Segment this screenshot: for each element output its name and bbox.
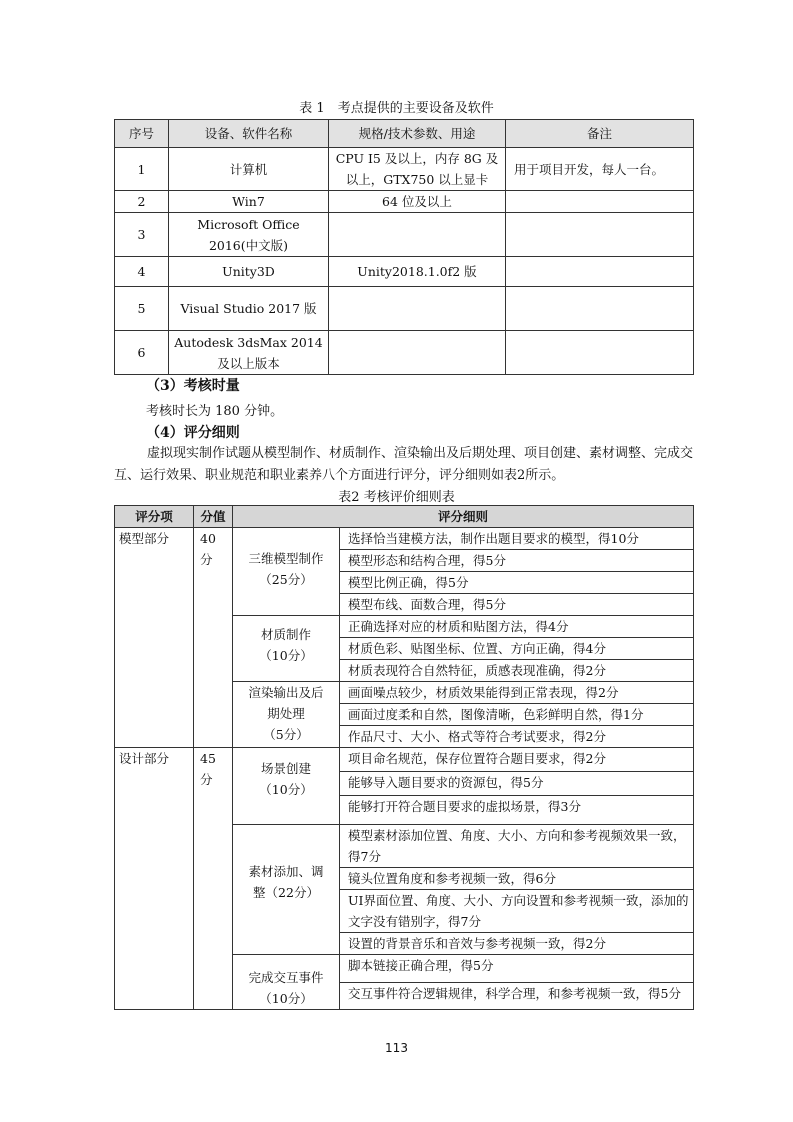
sub-item-name: 完成交互事件 <box>248 970 324 985</box>
item-note <box>506 191 694 213</box>
table-row <box>115 748 694 772</box>
header-cell: 序号 <box>115 120 169 148</box>
item-note <box>506 331 694 375</box>
table-row <box>115 528 694 550</box>
item-note <box>506 287 694 331</box>
score-item: 设计部分 <box>115 748 194 1010</box>
header-cell: 分值 <box>194 506 233 528</box>
table-header-row <box>115 506 694 528</box>
table-row <box>115 257 694 287</box>
criterion: 材质色彩、贴图坐标、位置、方向正确，得4分 <box>340 638 694 660</box>
header-cell: 备注 <box>506 120 694 148</box>
section-paragraph: 虚拟现实制作试题从模型制作、材质制作、渲染输出及后期处理、项目创建、素材调整、完成交互、运行效果、职业规范和职业素养八个方面进行评分，评分细则如表2所示。 <box>114 446 694 483</box>
page-number: 113 <box>385 1041 408 1055</box>
criterion: 交互事件符合逻辑规律，科学合理，和参考视频一致，得5分 <box>340 982 694 1010</box>
sub-item-name: 三维模型制作 <box>248 551 324 566</box>
criterion: 脚本链接正确合理，得5分 <box>340 955 694 983</box>
table-row <box>115 191 694 213</box>
table-row <box>115 213 694 257</box>
item-spec <box>329 213 506 257</box>
row-number: 4 <box>115 257 169 287</box>
criterion: 能够导入题目要求的资源包，得5分 <box>340 772 694 796</box>
section-heading: （4）评分细则 <box>146 425 240 441</box>
table-row <box>115 331 694 375</box>
item-name: Autodesk 3dsMax 2014 及以上版本 <box>169 331 329 375</box>
row-number: 5 <box>115 287 169 331</box>
item-spec: 64 位及以上 <box>329 191 506 213</box>
item-spec <box>329 331 506 375</box>
criterion: 画面噪点较少，材质效果能得到正常表现，得2分 <box>340 682 694 704</box>
sub-item <box>233 528 340 616</box>
item-note <box>506 213 694 257</box>
table-header-row <box>115 120 694 148</box>
criterion: 材质表现符合自然特征，质感表现准确，得2分 <box>340 660 694 682</box>
row-number: 3 <box>115 213 169 257</box>
sub-item-name: 素材添加、调整（22分） <box>248 864 324 900</box>
sub-item-points: （10分） <box>259 991 313 1006</box>
row-number: 1 <box>115 148 169 191</box>
item-name: Visual Studio 2017 版 <box>169 287 329 331</box>
criterion: 能够打开符合题目要求的虚拟场景，得3分 <box>340 796 694 825</box>
item-note <box>506 257 694 287</box>
table2-caption: 表2 考核评价细则表 <box>338 490 455 505</box>
sub-item-name: 渲染输出及后期处理 <box>248 685 324 721</box>
score-item: 模型部分 <box>115 528 194 748</box>
sub-item-points: （5分） <box>263 727 309 742</box>
criterion: 选择恰当建模方法，制作出题目要求的模型，得10分 <box>340 528 694 550</box>
equipment-table <box>114 119 694 375</box>
table-row <box>115 287 694 331</box>
sub-item-name: 材质制作 <box>260 627 311 642</box>
sub-item-points: （10分） <box>259 782 313 797</box>
criterion: 正确选择对应的材质和贴图方法，得4分 <box>340 616 694 638</box>
sub-item <box>233 616 340 682</box>
criterion: 模型布线、面数合理，得5分 <box>340 594 694 616</box>
criterion: 画面过度柔和自然，图像清晰，色彩鲜明自然，得1分 <box>340 704 694 726</box>
section-heading: （3）考核时量 <box>146 378 240 394</box>
sub-item <box>233 955 340 1010</box>
criterion: 模型比例正确，得5分 <box>340 572 694 594</box>
table-row <box>115 148 694 191</box>
sub-item-points: （10分） <box>259 648 313 663</box>
table1-caption: 表 1 考点提供的主要设备及软件 <box>299 101 494 116</box>
section-text: 考核时长为 180 分钟。 <box>146 404 284 419</box>
header-cell: 设备、软件名称 <box>169 120 329 148</box>
criterion: 模型形态和结构合理，得5分 <box>340 550 694 572</box>
sub-item-name: 场景创建 <box>260 761 311 776</box>
item-name: Unity3D <box>169 257 329 287</box>
sub-item <box>233 748 340 825</box>
item-note: 用于项目开发，每人一台。 <box>506 148 694 191</box>
item-spec: Unity2018.1.0f2 版 <box>329 257 506 287</box>
scoring-table <box>114 505 694 1010</box>
header-cell: 评分项 <box>115 506 194 528</box>
item-spec <box>329 287 506 331</box>
criterion: 项目命名规范，保存位置符合题目要求，得2分 <box>340 748 694 772</box>
item-name: 计算机 <box>169 148 329 191</box>
sub-item <box>233 682 340 748</box>
item-name: Win7 <box>169 191 329 213</box>
sub-item-points: （25分） <box>259 572 313 587</box>
item-name: Microsoft Office 2016(中文版) <box>169 213 329 257</box>
item-spec: CPU I5 及以上，内存 8G 及以上，GTX750 以上显卡 <box>329 148 506 191</box>
criterion: UI界面位置、角度、大小、方向设置和参考视频一致，添加的文字没有错别字，得7分 <box>340 890 694 933</box>
sub-item <box>233 825 340 955</box>
header-cell: 评分细则 <box>233 506 694 528</box>
score-value: 45分 <box>194 748 233 1010</box>
criterion: 模型素材添加位置、角度、大小、方向和参考视频效果一致，得7分 <box>340 825 694 868</box>
criterion: 设置的背景音乐和音效与参考视频一致，得2分 <box>340 933 694 955</box>
criterion: 镜头位置角度和参考视频一致，得6分 <box>340 868 694 890</box>
header-cell: 规格/技术参数、用途 <box>329 120 506 148</box>
row-number: 2 <box>115 191 169 213</box>
score-value: 40分 <box>194 528 233 748</box>
criterion: 作品尺寸、大小、格式等符合考试要求，得2分 <box>340 726 694 748</box>
row-number: 6 <box>115 331 169 375</box>
